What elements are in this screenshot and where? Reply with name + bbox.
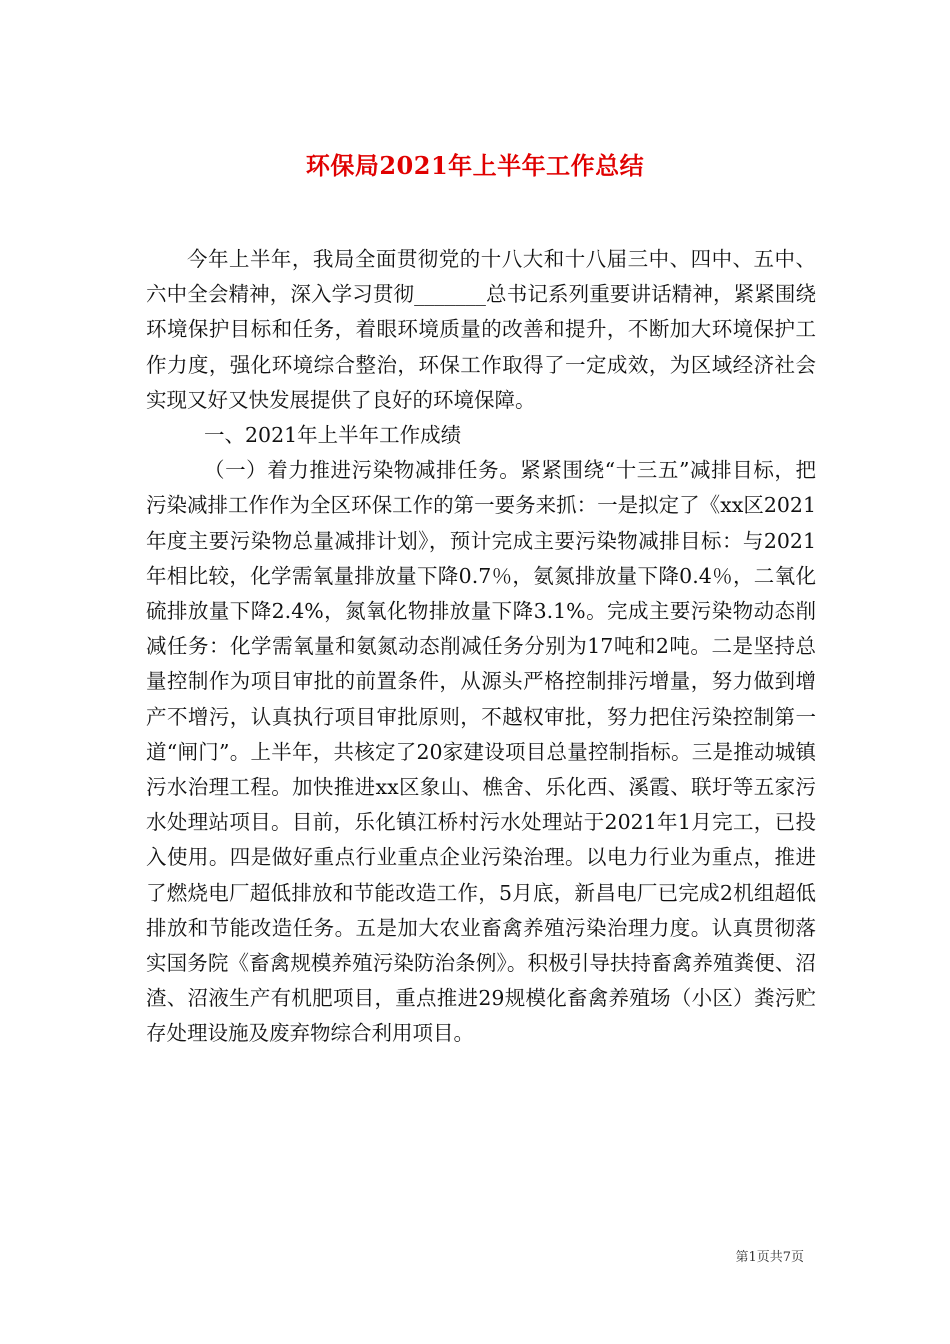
document-title: 环保局2021年上半年工作总结 <box>305 151 645 181</box>
intro-paragraph: 今年上半年，我局全面贯彻党的十八大和十八届三中、四中、五中、六中全会精神，深入学习贯彻_______总书记系列重要讲话精神，紧紧围绕环境保护目标和任务，着眼环境质量的改善和提升，不断加大环境保护工作力度，强化环境综合整治，环保工作取得了一定成效，为区域经济社会实现又好又快发展提供了良好的环境保障。 <box>146 247 816 412</box>
section-heading: 一、2021年上半年工作成绩 <box>204 423 462 448</box>
page-number: 第1页共7页 <box>735 1250 804 1265</box>
subsection-paragraph: （一）着力推进污染物减排任务。紧紧围绕“十三五”减排目标，把污染减排工作作为全区环保工作的第一要务来抓：一是拟定了《xx区2021年度主要污染物总量减排计划》，预计完成主要污染物减排目标：与2021年相比较，化学需氧量排放量下降0.7％，氨氮排放量下降0.4％，二氧化硫排放量下降2.4%，氮氧化物排放量下降3.1%。完成主要污染物动态削减任务：化学需氧量和氨氮动态削减任务分别为17吨和2吨。二是坚持总量控制作为项目审批的前置条件，从源头严格控制排污增量，努力做到增产不增污，认真执行项目审批原则，不越权审批，努力把住污染控制第一道“闸门”。上半年，共核定了20家建设项目总量控制指标。三是推动城镇污水治理工程。加快推进xx区象山、樵舍、乐化西、溪霞、联圩等五家污水处理站项目。目前，乐化镇江桥村污水处理站于2021年1月完工，已投入使用。四是做好重点行业重点企业污染治理。以电力行业为重点，推进了燃烧电厂超低排放和节能改造工作，5月底，新昌电厂已完成2机组超低排放和节能改造任务。五是加大农业畜禽养殖污染治理力度。认真贯彻落实国务院《畜禽规模养殖污染防治条例》。积极引导扶持畜禽养殖粪便、沼渣、沼液生产有机肥项目，重点推进29规模化畜禽养殖场（小区）粪污贮存处理设施及废弃物综合利用项目。 <box>146 458 816 1046</box>
document-body <box>146 242 816 1052</box>
